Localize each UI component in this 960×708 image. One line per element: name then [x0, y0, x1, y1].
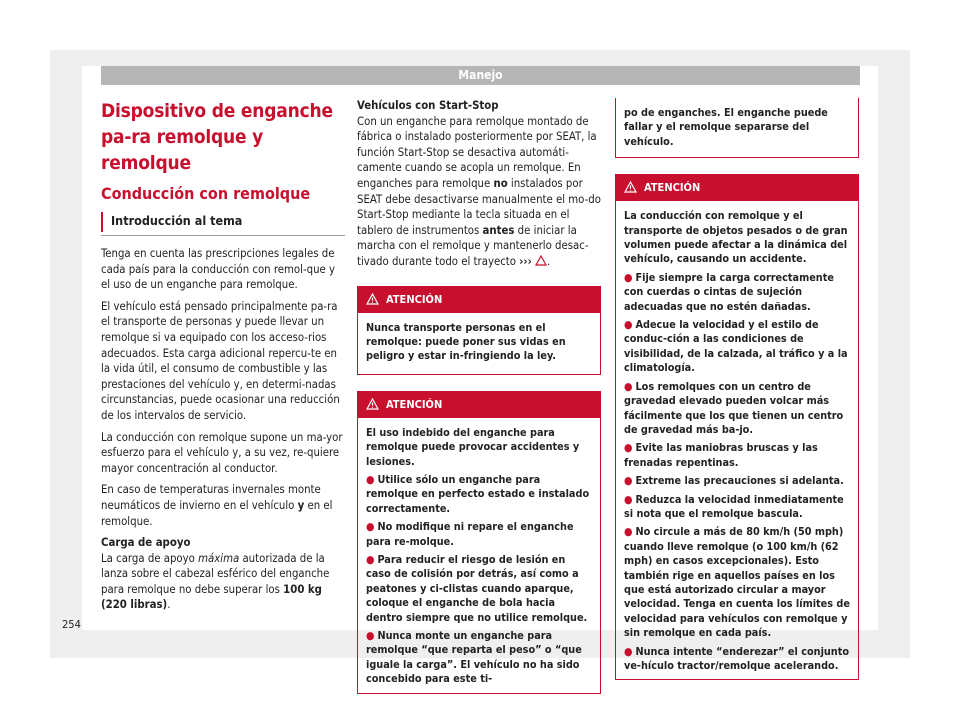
warning-header [616, 175, 858, 201]
text-run: autorizada de la lanza sobre el cabezal esférico del enganche para remolque no debe superar los [101, 551, 330, 596]
column-3 [615, 98, 859, 680]
page-number: 254 [62, 618, 81, 631]
warning-triangle-icon [535, 255, 547, 266]
carga-paragraph [101, 551, 345, 613]
warning-list-item: ● Los remolques con un centro de gravedad elevado pueden volcar más fácilmente que los que tienen un centro de gravedad más ba-jo. [624, 379, 844, 436]
column-1 [101, 98, 345, 619]
warning-list-item: ● Adecue la velocidad y el estilo de conduc-ción a las condiciones de visibilidad, de la calzada, al tráfico y a la climatología. [624, 318, 848, 375]
warning-text: Nunca transporte personas en el remolque: puede poner sus vidas en peligro y estar in-fringiendo la ley. [366, 320, 566, 363]
text-run: de iniciar la marcha con el remolque y mantenerlo desac-tivado durante todo el trayecto [357, 223, 589, 268]
cross-ref-arrow[interactable]: ››› [519, 254, 532, 268]
warning-list-item: ● Extreme las precauciones si adelanta. [624, 474, 844, 488]
warning-list-item: ● No modifique ni repare el enganche para re-molque. [366, 520, 574, 548]
text-bold: y [297, 498, 305, 512]
topic-heading-wrap [101, 212, 345, 232]
intro-paragraph-2: El vehículo está pensado principalmente pa-ra el transporte de personas y puede llevar un remolque si va equipado con los acceso-rios adecuados. Esta carga adicional repercu-te en la vida útil, el consumo de combustible y las prestaciones del vehículo y, en determi-nadas circunstancias, puede ocasionar una reducción de los intervalos de servicio. [101, 299, 340, 422]
text-run: . [547, 254, 551, 268]
section-header: Manejo [101, 66, 860, 85]
warning-box-1 [357, 286, 601, 375]
text-bold: antes [482, 223, 515, 237]
warning-triangle-icon [366, 398, 379, 410]
chapter-title: Dispositivo de enganche pa-ra remolque y remolque [101, 100, 333, 174]
warning-box-2-continued [615, 98, 859, 158]
intro-paragraph-3: La conducción con remolque supone un ma-yor esfuerzo para el vehículo y, a su vez, re-quiere mayor concentración al conductor. [101, 430, 343, 475]
warning-title: ATENCIÓN [386, 397, 443, 411]
warning-header [358, 287, 600, 313]
text-run: En caso de temperaturas invernales monte neumáticos de invierno en el vehículo [101, 483, 321, 512]
warning-triangle-icon [624, 181, 637, 193]
text-run: La carga de apoyo [101, 551, 199, 565]
warning-list-item: ● Fije siempre la carga correctamente con cuerdas o cintas de sujeción adecuadas que no estén dañadas. [624, 270, 834, 313]
topic-divider [101, 234, 345, 236]
topic-heading: Introducción al tema [111, 213, 243, 228]
warning-header [358, 392, 600, 418]
text-bold: 100 kg (220 libras) [101, 582, 322, 612]
column-2 [357, 98, 601, 694]
warning-list-item: ● No circule a más de 80 km/h (50 mph) cuando lleve remolque (o 100 km/h (62 mph) en casos excepcionales). Esto también rige en aquellos países en los que está autorizado circular a mayor velocidad. Tenga en cuenta los límites de velocidad para vehículos con remolque y sin remolque en cada país. [624, 525, 850, 640]
warning-list-item: ● Utilice sólo un enganche para remolque en perfecto estado e instalado correctamente. [366, 472, 590, 515]
warning-intro: La conducción con remolque y el transporte de objetos pesados o de gran volumen puede afectar a la dinámica del vehículo, causando un accidente. [624, 209, 848, 266]
start-stop-paragraph [357, 114, 601, 270]
warning-list-item: ● Evite las maniobras bruscas y las frenadas repentinas. [624, 441, 818, 469]
warning-body [616, 201, 858, 679]
warning-continued-text: po de enganches. El enganche puede fallar y el remolque separarse del vehículo. [624, 106, 828, 148]
carga-heading: Carga de apoyo [101, 536, 191, 550]
warning-list-item: ● Nunca intente “enderezar” el conjunto ve-hículo tractor/remolque acelerando. [624, 644, 850, 672]
text-bold: no [493, 176, 508, 190]
section-subtitle: Conducción con remolque [101, 184, 311, 203]
text-run: en el remolque. [101, 498, 333, 528]
warning-title: ATENCIÓN [386, 292, 443, 306]
warning-list-item: ● Para reducir el riesgo de lesión en caso de colisión por detrás, así como a peatones y ci-clistas cuando aparque, coloque el enganche de bola hacia dentro siempre que no utilice remolque. [366, 553, 588, 624]
warning-title: ATENCIÓN [644, 181, 701, 195]
text-run: instalados por SEAT debe desactivarse manualmente el mo-do Start-Stop mediante la tecla situada en el tablero de instrumentos [357, 176, 601, 237]
warning-box-2 [357, 391, 601, 694]
text-run: . [167, 598, 171, 612]
warning-list-item: ● Nunca monte un enganche para remolque “que reparta el peso” o “que iguale la carga”. El vehículo no ha sido concebido para este ti- [366, 629, 582, 686]
warning-list-item: ● Reduzca la velocidad inmediatamente si nota que el remolque bascula. [624, 492, 844, 520]
warning-intro: El uso indebido del enganche para remolque puede provocar accidentes y lesiones. [366, 425, 580, 468]
text-italic: máxima [198, 551, 240, 565]
intro-paragraph-4 [101, 482, 345, 529]
warning-box-3 [615, 174, 859, 680]
warning-body [358, 418, 600, 693]
warning-triangle-icon [366, 293, 379, 305]
intro-paragraph-1: Tenga en cuenta las prescripciones legales de cada país para la conducción con remol-que y el uso de un enganche para remolque. [101, 247, 336, 292]
start-stop-heading: Vehículos con Start-Stop [357, 99, 499, 112]
text-run: Con un enganche para remolque montado de fábrica o instalado posteriormente por SEAT, la función Start-Stop se desactiva automáti-camente cuando se acopla un remolque. En enganches para remolque [357, 114, 597, 190]
warning-body [358, 313, 600, 374]
